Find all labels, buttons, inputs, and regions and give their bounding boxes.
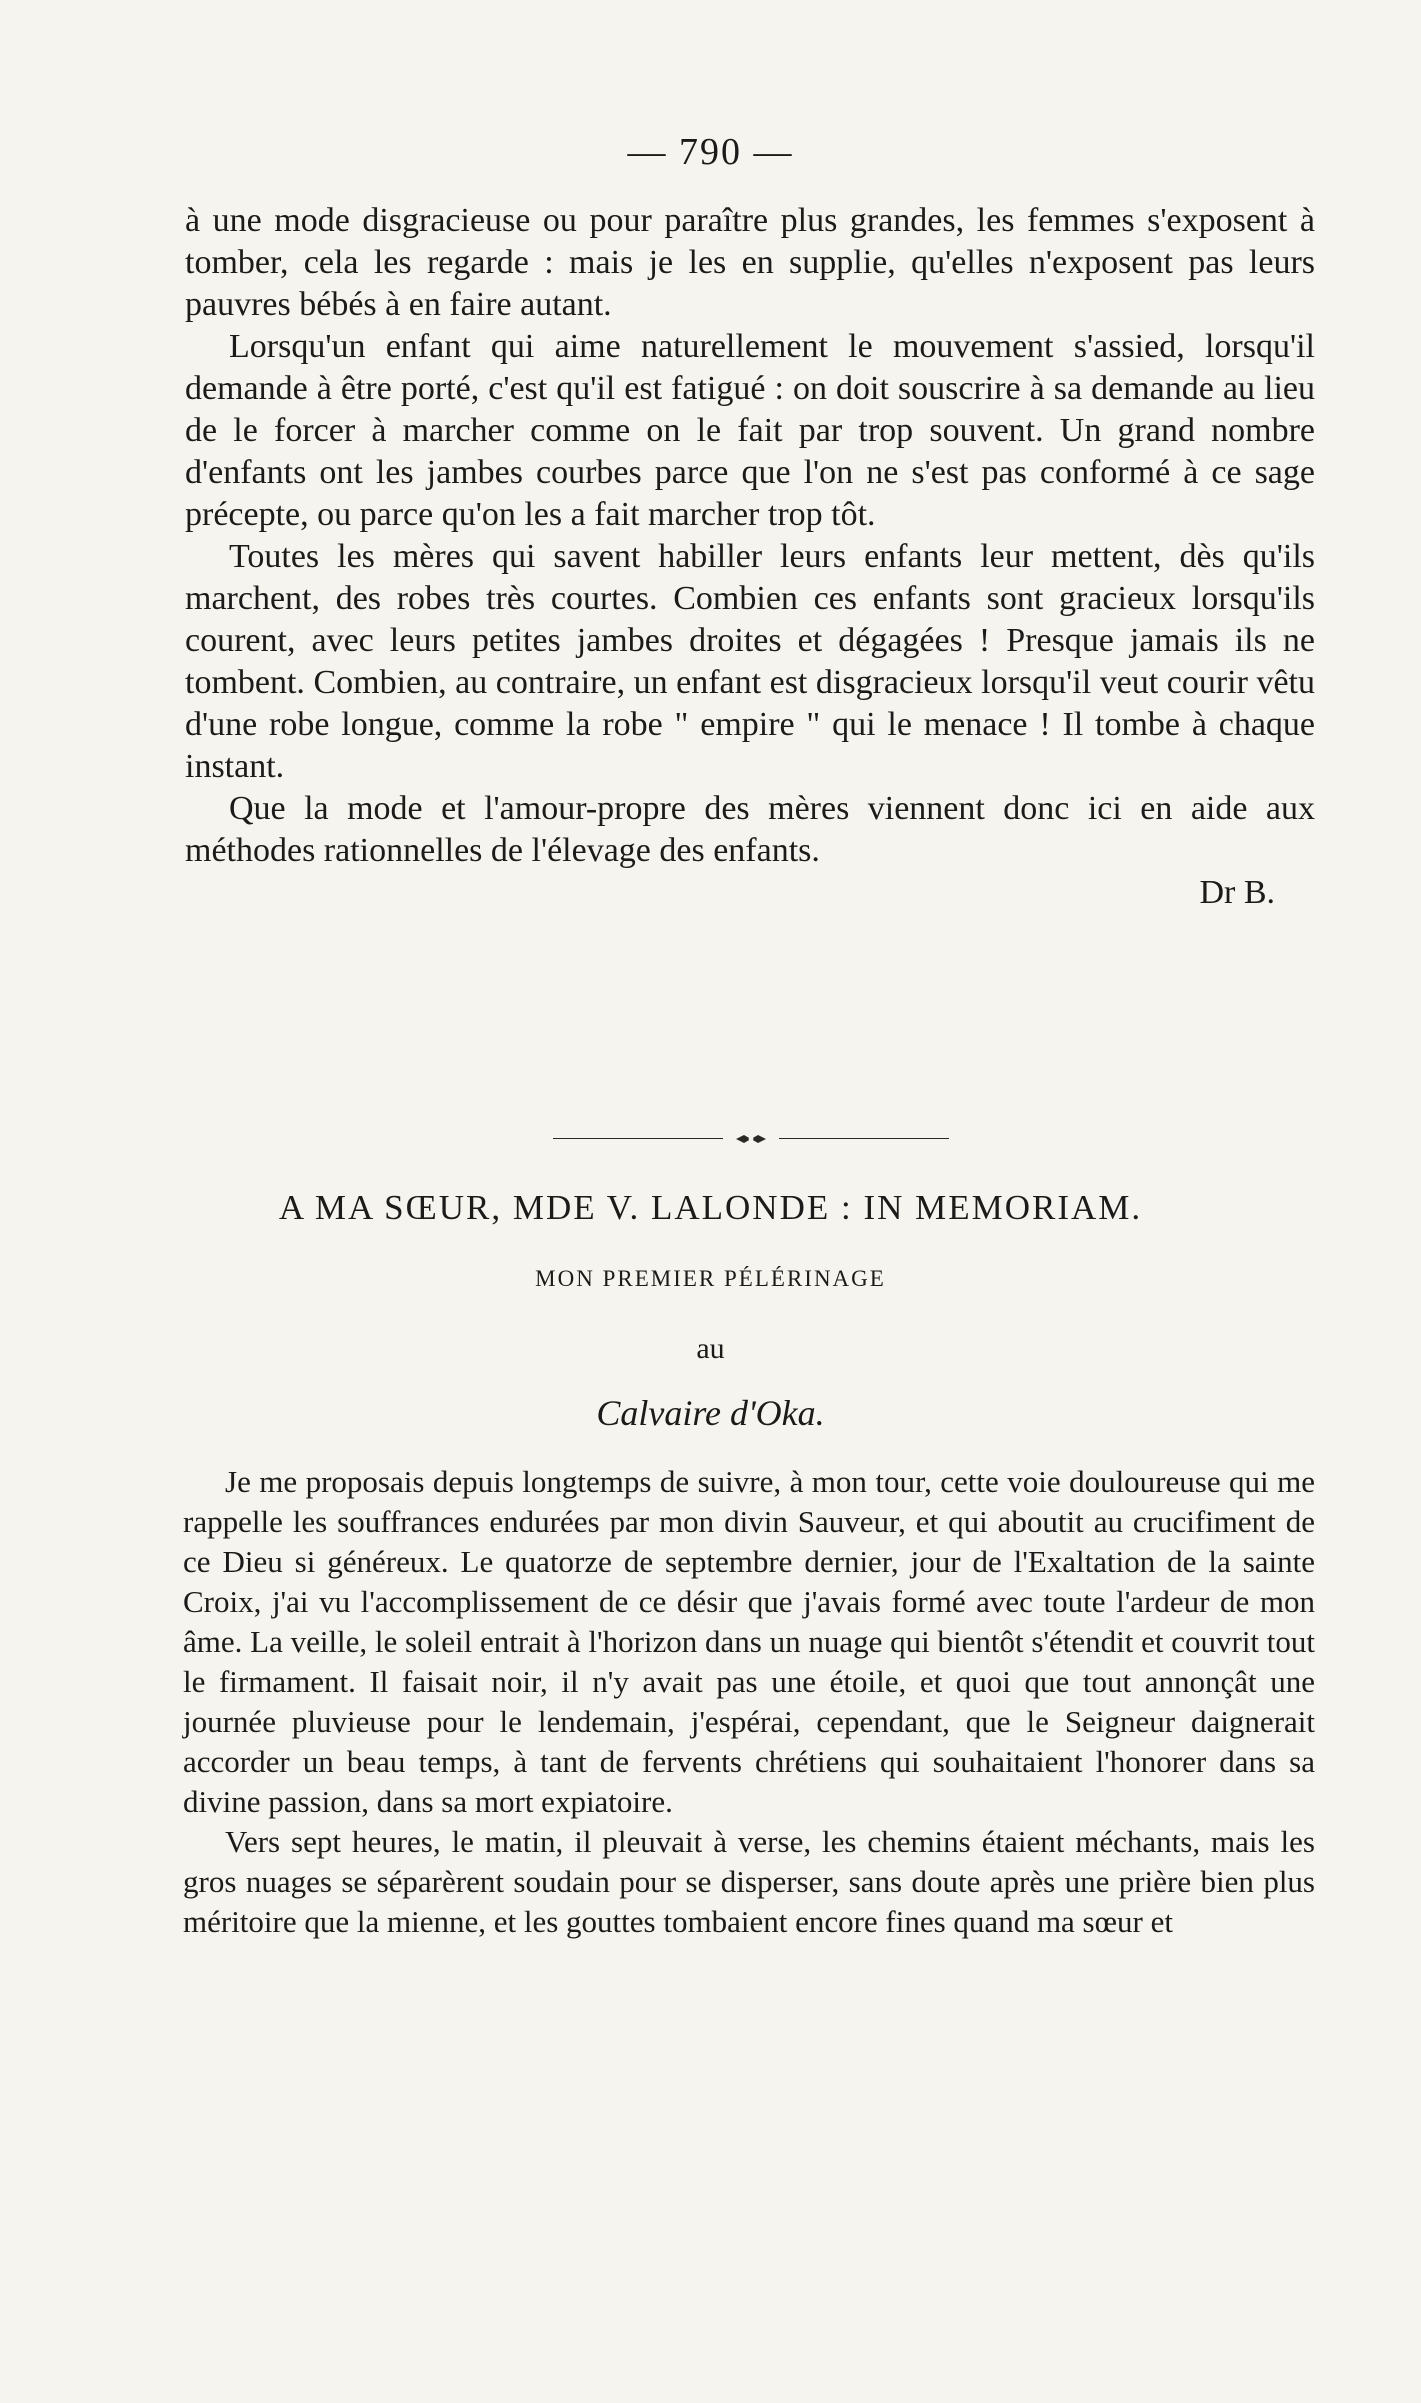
article-subtitle-place: Calvaire d'Oka. [596,1393,825,1433]
article-pilgrimage [183,1462,1315,1942]
article-subtitle-au: au [696,1332,725,1365]
paragraph: Toutes les mères qui savent habiller leurs enfants leur mettent, dès qu'ils marchent, des robes très courtes. Combien ces enfants sont gracieux lorsqu'ils courent, avec leurs petites jambes droites et dégagées ! Presque jamais ils ne tombent. Combien, au contraire, un enfant est disgracieux lorsqu'il veut courir vêtu d'une robe longue, comme la robe " empire " qui le menace ! Il tombe à chaque instant. [185,538,1315,785]
article-heading: A MA SŒUR, MDE V. LALONDE : IN MEMORIAM. [278,1188,1143,1227]
paragraph: Je me proposais depuis longtemps de suivre, à mon tour, cette voie douloureuse qui me rappelle les souffrances endurées par mon divin Sauveur, et qui aboutit au crucifiment de ce Dieu si généreux. Le quatorze de septembre dernier, jour de l'Exaltation de la sainte Croix, j'ai vu l'accomplissement de ce désir que j'avais formé avec toute l'ardeur de mon âme. La veille, le soleil entrait à l'horizon dans un nuage qui bientôt s'étendit et couvrit tout le firmament. Il faisait noir, il n'y avait pas une étoile, et quoi que tout annonçât une journée pluvieuse pour le lendemain, j'espérai, cependant, que le Seigneur daignerait accorder un beau temps, à tant de fervents chrétiens qui souhaitaient l'honorer dans sa divine passion, dans sa mort expiatoire. [183,1464,1316,1819]
paragraph: Vers sept heures, le matin, il pleuvait à verse, les chemins étaient méchants, mais les gros nuages se séparèrent soudain pour se disperser, sans doute après une prière bien plus méritoire que la mienne, et les gouttes tombaient encore fines quand ma sœur et [183,1824,1315,1939]
article-subtitle: MON PREMIER PÉLÉRINAGE [535,1266,886,1291]
paragraph: Lorsqu'un enfant qui aime naturellement le mouvement s'assied, lorsqu'il demande à être porté, c'est qu'il est fatigué : on doit souscrire à sa demande au lieu de le forcer à marcher comme on le fait par trop souvent. Un grand nombre d'enfants ont les jambes courbes parce que l'on ne s'est pas conformé à ce sage précepte, ou parce qu'on les a fait marcher trop tôt. [185,328,1315,533]
ornament-icon [735,1132,767,1146]
page-number: — 790 — [627,131,794,173]
separator-line-right [779,1138,949,1139]
section-separator [553,1132,949,1146]
paragraph: Que la mode et l'amour-propre des mères viennent donc ici en aide aux méthodes rationnelles de l'élevage des enfants. [185,790,1315,869]
separator-line-left [553,1138,723,1139]
author-signature: Dr B. [1199,874,1275,911]
paragraph: à une mode disgracieuse ou pour paraître plus grandes, les femmes s'exposent à tomber, cela les regarde : mais je les en supplie, qu'elles n'exposent pas leurs pauvres bébés à en faire autant. [185,202,1315,323]
article-childcare [185,200,1315,914]
